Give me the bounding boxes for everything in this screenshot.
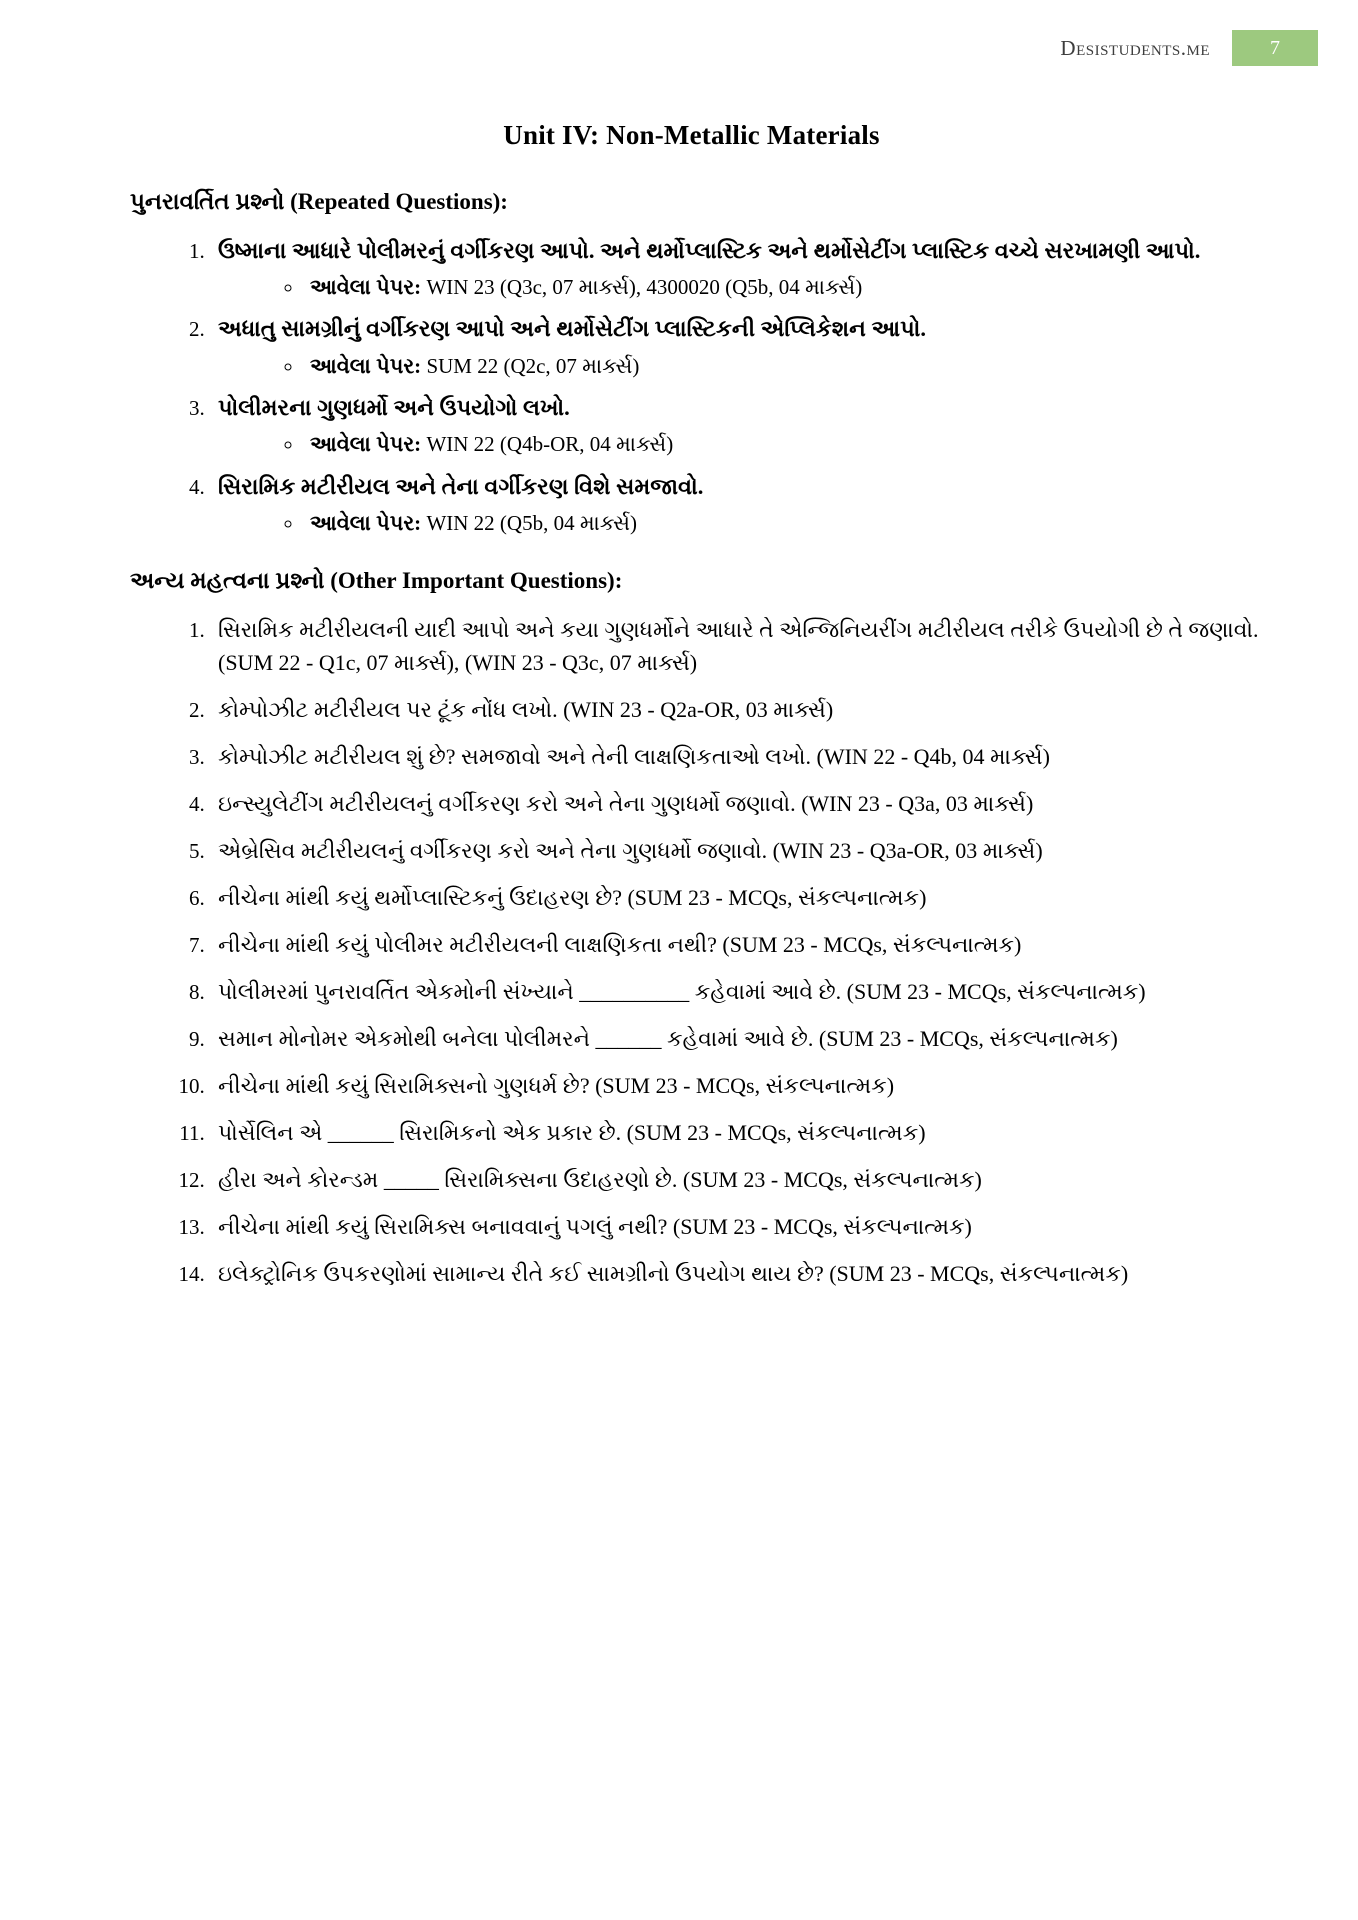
question-text: પોલીમરના ગુણધર્મો અને ઉપયોગો લખો. <box>218 394 570 420</box>
list-item <box>210 312 1283 381</box>
page-number: 7 <box>1270 36 1280 59</box>
list-item <box>210 234 1283 303</box>
question-text: ઉષ્માના આધારે પોલીમરનું વર્ગીકરણ આપો. અને થર્મોપ્લાસ્ટિક અને થર્મોસેટીંગ પ્લાસ્ટિક વચ્ચે સરખામણી આપો. <box>218 237 1201 263</box>
list-item: 10. નીચેના માંથી કયું સિરામિક્સનો ગુણધર્મ છે? (SUM 23 - MCQs, સંકલ્પનાત્મક) <box>210 1069 1283 1102</box>
source-value: WIN 23 (Q3c, 07 માર્ક્સ), 4300020 (Q5b, 04 માર્ક્સ) <box>426 274 863 299</box>
list-item: 12. હીરા અને કોરન્ડમ _____ સિરામિક્સના ઉદાહરણો છે. (SUM 23 - MCQs, સંકલ્પનાત્મક) <box>210 1163 1283 1196</box>
list-item <box>304 351 1283 381</box>
list-item <box>304 508 1283 538</box>
other-questions-heading: અન્ય મહત્વના પ્રશ્નો (Other Important Questions): <box>130 568 623 594</box>
source-list <box>218 429 1283 459</box>
site-brand: Desistudents.me <box>1060 35 1210 60</box>
list-item: 3. કોમ્પોઝીટ મટીરીયલ શું છે? સમજાવો અને તેની લાક્ષણિકતાઓ લખો. (WIN 22 - Q4b, 04 માર્ક્સ) <box>210 740 1283 773</box>
question-text: સિરામિક મટીરીયલ અને તેના વર્ગીકરણ વિશે સમજાવો. <box>218 473 704 499</box>
list-item: 13. નીચેના માંથી કયું સિરામિક્સ બનાવવાનું પગલું નથી? (SUM 23 - MCQs, સંકલ્પનાત્મક) <box>210 1210 1283 1243</box>
page-header <box>0 0 1358 60</box>
list-item <box>304 272 1283 302</box>
source-list <box>218 508 1283 538</box>
list-item <box>304 429 1283 459</box>
source-list <box>218 272 1283 302</box>
other-questions-list <box>160 613 1283 1290</box>
list-item: 2. કોમ્પોઝીટ મટીરીયલ પર ટૂંક નોંધ લખો. (WIN 23 - Q2a-OR, 03 માર્ક્સ) <box>210 693 1283 726</box>
list-item: 6. નીચેના માંથી કયું થર્મોપ્લાસ્ટિકનું ઉદાહરણ છે? (SUM 23 - MCQs, સંકલ્પનાત્મક) <box>210 881 1283 914</box>
list-item: 11. પોર્સેલિન એ ______ સિરામિકનો એક પ્રકાર છે. (SUM 23 - MCQs, સંકલ્પનાત્મક) <box>210 1116 1283 1149</box>
source-label: આવેલા પેપર: <box>310 353 422 378</box>
list-item: 8. પોલીમરમાં પુનરાવર્તિત એકમોની સંખ્યાને __________ કહેવામાં આવે છે. (SUM 23 - MCQs, સંકલ્પનાત્મક) <box>210 975 1283 1008</box>
source-label: આવેલા પેપર: <box>310 511 422 535</box>
list-item: 5. એબ્રેસિવ મટીરીયલનું વર્ગીકરણ કરો અને તેના ગુણધર્મો જણાવો. (WIN 23 - Q3a-OR, 03 માર્ક્સ) <box>210 834 1283 867</box>
repeated-questions-list <box>160 234 1283 539</box>
list-item <box>210 470 1283 539</box>
source-label: આવેલા પેપર: <box>310 432 422 457</box>
list-item: 4. ઇન્સ્યુલેટીંગ મટીરીયલનું વર્ગીકરણ કરો અને તેના ગુણધર્મો જણાવો. (WIN 23 - Q3a, 03 માર્ક્સ) <box>210 787 1283 820</box>
source-list <box>218 351 1283 381</box>
repeated-questions-heading: પુનરાવર્તિત પ્રશ્નો (Repeated Questions): <box>130 189 508 214</box>
list-item: 14. ઇલેક્ટ્રોનિક ઉપકરણોમાં સામાન્ય રીતે કઈ સામગ્રીનો ઉપયોગ થાય છે? (SUM 23 - MCQs, સંકલ્પનાત્મક) <box>210 1257 1283 1290</box>
page-number-badge <box>1232 30 1318 66</box>
page-title: Unit IV: Non-Metallic Materials <box>503 120 880 150</box>
list-item: 1. સિરામિક મટીરીયલની યાદી આપો અને કયા ગુણધર્મોને આધારે તે એન્જિનિયરીંગ મટીરીયલ તરીકે ઉપયોગી છે તે જણાવો. (SUM 22 - Q1c, 07 માર્ક્સ), (WIN 23 - Q3c, 07 માર્ક્સ) <box>210 613 1283 679</box>
question-text: અધાતુ સામગ્રીનું વર્ગીકરણ આપો અને થર્મોસેટીંગ પ્લાસ્ટિકની એપ્લિકેશન આપો. <box>218 316 926 342</box>
list-item <box>210 391 1283 460</box>
list-item: 9. સમાન મોનોમર એકમોથી બનેલા પોલીમરને ______ કહેવામાં આવે છે. (SUM 23 - MCQs, સંકલ્પનાત્મક) <box>210 1022 1283 1055</box>
source-value: WIN 22 (Q5b, 04 માર્ક્સ) <box>426 511 638 535</box>
source-label: આવેલા પેપર: <box>310 274 422 299</box>
source-value: WIN 22 (Q4b-OR, 04 માર્ક્સ) <box>426 432 674 457</box>
source-value: SUM 22 (Q2c, 07 માર્ક્સ) <box>426 353 640 378</box>
list-item: 7. નીચેના માંથી કયું પોલીમર મટીરીયલની લાક્ષણિકતા નથી? (SUM 23 - MCQs, સંકલ્પનાત્મક) <box>210 928 1283 961</box>
document-content <box>0 120 1358 1290</box>
